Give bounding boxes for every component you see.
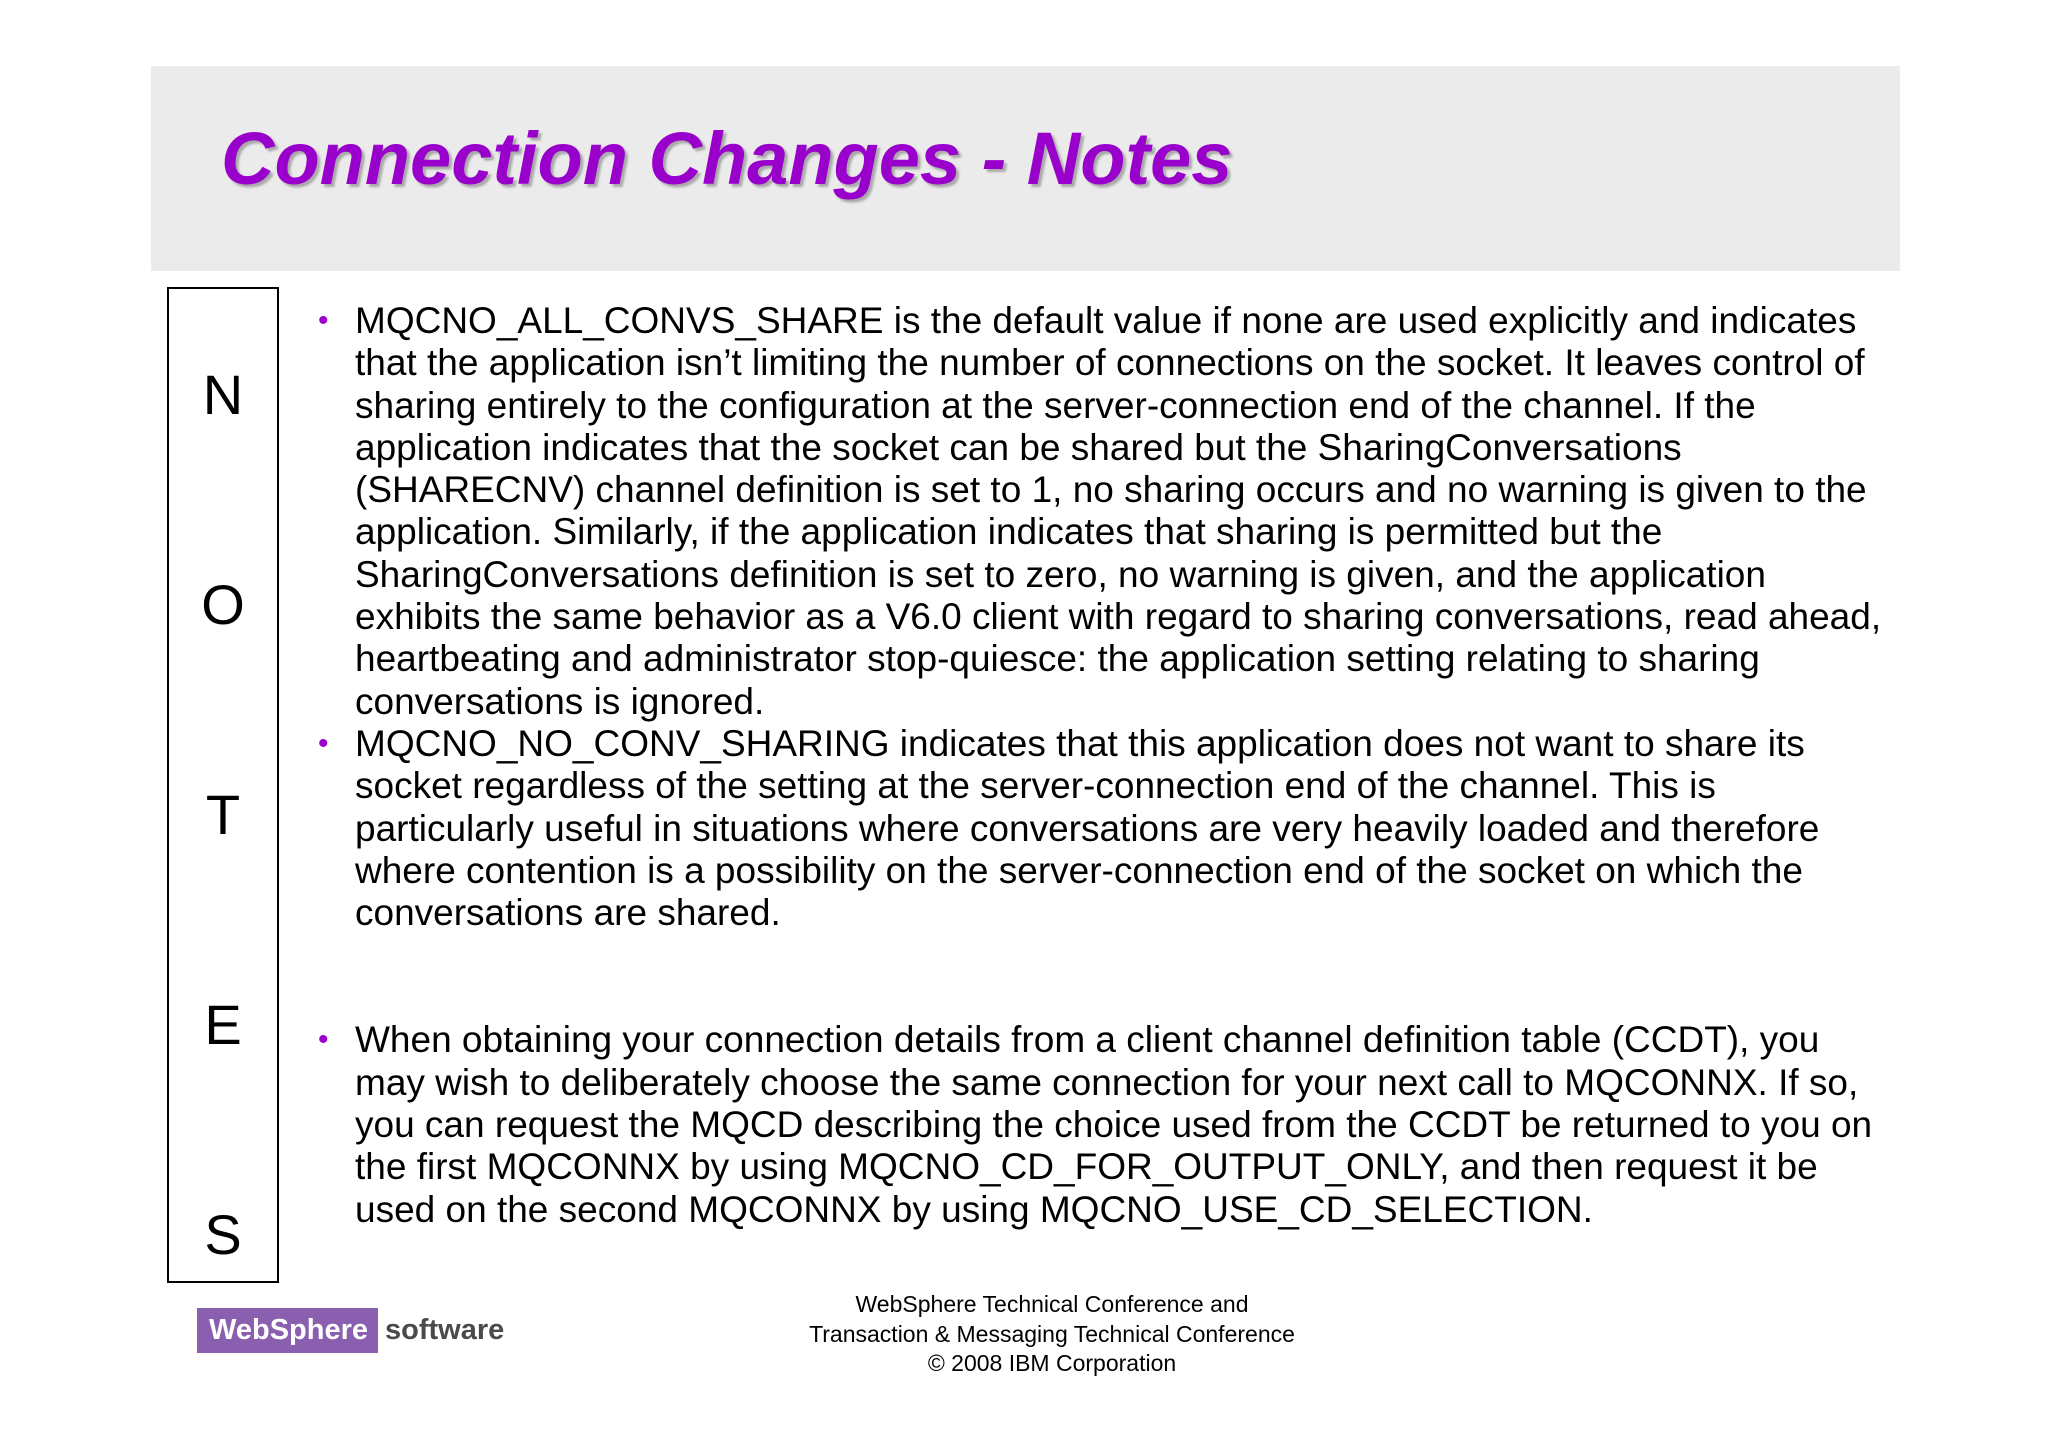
bullet-item-no-conv-sharing	[318, 723, 1898, 934]
websphere-software-logo	[197, 1308, 504, 1353]
bullet-dot-icon: •	[318, 1023, 329, 1057]
footer-conference-text	[652, 1290, 1452, 1379]
footer-line-2: Transaction & Messaging Technical Conference	[809, 1320, 1295, 1347]
notes-sidebar-box	[167, 287, 279, 1283]
notes-letter-s: S	[204, 1203, 242, 1266]
logo-suffix: software	[385, 1314, 505, 1346]
logo-brand: WebSphere	[197, 1308, 378, 1353]
slide-title: Connection Changes - Notes	[221, 117, 1233, 200]
footer-line-1: WebSphere Technical Conference and	[855, 1291, 1249, 1317]
footer-copyright: © 2008 IBM Corporation	[927, 1350, 1177, 1376]
bullet-text: MQCNO_NO_CONV_SHARING indicates that this application does not want to share its socket regardless of the setting at the server-connection end of the channel. This is particularly useful in situations where conversations are very heavily loaded and therefore where contention is a possibility on the server-connection end of the socket on which the conversations are shared.	[355, 722, 1820, 934]
bullet-text: MQCNO_ALL_CONVS_SHARE is the default value if none are used explicitly and indicates that the application isn’t limiting the number of connections on the socket. It leaves control of sharing entirely to the configuration at the server-connection end of the channel. If the application indicates that the socket can be shared but the SharingConversations (SHARECNV) channel definition is set to 1, no sharing occurs and no warning is given to the application. Similarly, if the application indicates that sharing is permitted but the SharingConversations definition is set to zero, no warning is given, and the application exhibits the same behavior as a V6.0 client with regard to sharing conversations, read ahead, heartbeating and administrator stop-quiesce: the application setting relating to sharing conversations is ignored.	[355, 300, 1882, 722]
bullet-item-ccdt	[318, 1019, 1898, 1230]
bullet-text: When obtaining your connection details from a client channel definition table (CCDT), you may wish to deliberately choose the same connection for your next call to MQCONNX. If so, you can request the MQCD describing the choice used from the CCDT be returned to you on the first MQCONNX by using MQCNO_CD_FOR_OUTPUT_ONLY, and then request it be used on the second MQCONNX by using MQCNO_USE_CD_SELECTION.	[355, 1019, 1873, 1230]
title-band	[151, 66, 1900, 271]
notes-letter-o: O	[201, 573, 245, 636]
notes-letter-n: N	[202, 363, 244, 426]
notes-bullet-list	[318, 300, 1898, 1231]
notes-letter-e: E	[204, 993, 242, 1056]
bullet-dot-icon: •	[318, 726, 329, 760]
bullet-dot-icon: •	[318, 304, 329, 337]
notes-letter-t: T	[205, 783, 241, 846]
bullet-item-all-convs-share	[318, 300, 1898, 723]
